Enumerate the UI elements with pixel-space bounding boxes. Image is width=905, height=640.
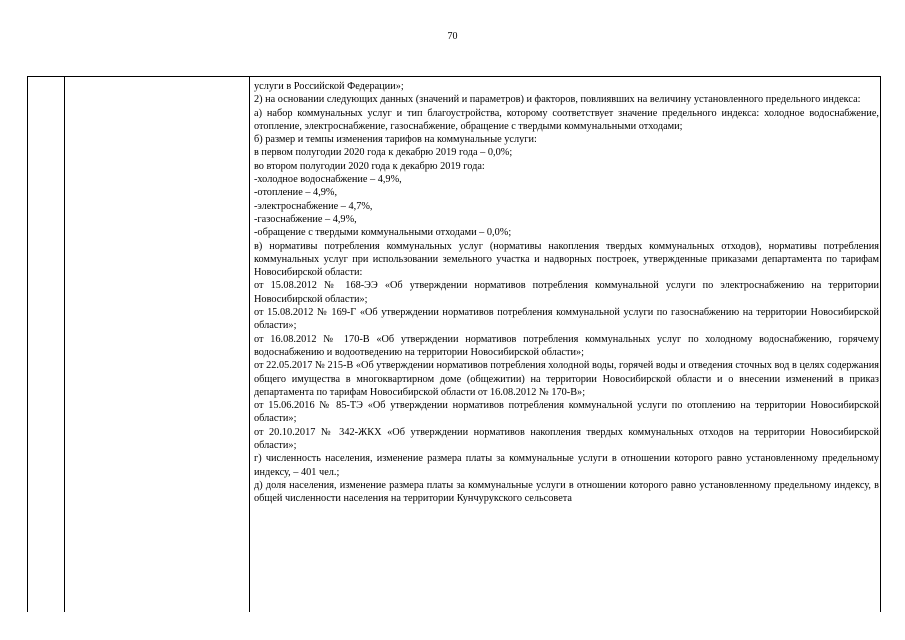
paragraph: г) численность населения, изменение размера платы за коммунальные услуги в отношении которого равно установленному предельному индексу, – 401 чел.; bbox=[254, 453, 879, 478]
table-text-cell bbox=[254, 80, 879, 506]
paragraph: д) доля населения, изменение размера платы за коммунальные услуги в отношении которого равно установленному предельному индексу, в общей численности населения на территории Кунчурукского сельсовета bbox=[254, 479, 879, 505]
paragraph: -обращение с твердыми коммунальными отходами – 0,0%; bbox=[254, 227, 512, 239]
page-number: 70 bbox=[447, 31, 458, 42]
paragraph: от 15.08.2012 № 169-Г «Об утверждении нормативов потребления коммунальной услуги по газоснабжению на территории Новосибирской области»; bbox=[254, 307, 879, 332]
paragraph: -холодное водоснабжение – 4,9%, bbox=[254, 174, 402, 186]
paragraph: во втором полугодии 2020 года к декабрю 2019 года: bbox=[254, 160, 485, 172]
paragraph: -отопление – 4,9%, bbox=[254, 187, 338, 199]
paragraph: в) нормативы потребления коммунальных услуг (нормативы накопления твердых коммунальных отходов), нормативы потребления коммунальных услуг при использовании земельного участка и надворных построек, утвержденные приказами департамента по тарифам Новосибирской области: bbox=[254, 240, 879, 279]
table-column-divider bbox=[249, 77, 250, 612]
paragraph: от 20.10.2017 № 342-ЖКХ «Об утверждении нормативов накопления твердых коммунальных отходов на территории Новосибирской области»; bbox=[254, 426, 879, 452]
paragraph: от 16.08.2012 № 170-В «Об утверждении нормативов потребления коммунальных услуг по холодному водоснабжению, горячему водоснабжению и водоотведению на территории Новосибирской области»; bbox=[254, 333, 879, 358]
paragraph: услуги в Российской Федерации»; bbox=[254, 81, 404, 92]
paragraph: -электроснабжение – 4,7%, bbox=[254, 200, 373, 212]
paragraph: от 22.05.2017 № 215-В «Об утверждении нормативов потребления холодной воды, горячей воды и отведения сточных вод в целях содержания общего имущества в многоквартирном доме (общежитии) на территории Новосибирской области и о внесении изменений в приказ департамента по тарифам Новосибирской области от 16.08.2012 № 170-В»; bbox=[254, 360, 879, 398]
document-table bbox=[27, 76, 881, 612]
paragraph: от 15.06.2016 № 85-ТЭ «Об утверждении нормативов потребления коммунальной услуги по отоплению на территории Новосибирской области»; bbox=[254, 400, 879, 425]
paragraph: -газоснабжение – 4,9%, bbox=[254, 213, 357, 225]
paragraph: в первом полугодии 2020 года к декабрю 2019 года – 0,0%; bbox=[254, 147, 513, 159]
table-column-divider bbox=[64, 77, 65, 612]
paragraph: от 15.08.2012 № 168-ЭЭ «Об утверждении нормативов потребления коммунальной услуги по электроснабжению на территории Новосибирской области»; bbox=[254, 280, 879, 305]
paragraph: а) набор коммунальных услуг и тип благоустройства, которому соответствует значение предельного индекса: холодное водоснабжение, отопление, электроснабжение, газоснабжение, обращение с твердыми коммунальными отходами; bbox=[254, 107, 879, 132]
paragraph: б) размер и темпы изменения тарифов на коммунальные услуги: bbox=[254, 134, 537, 146]
paragraph: 2) на основании следующих данных (значений и параметров) и факторов, повлиявших на величину установленного предельного индекса: bbox=[254, 94, 861, 106]
